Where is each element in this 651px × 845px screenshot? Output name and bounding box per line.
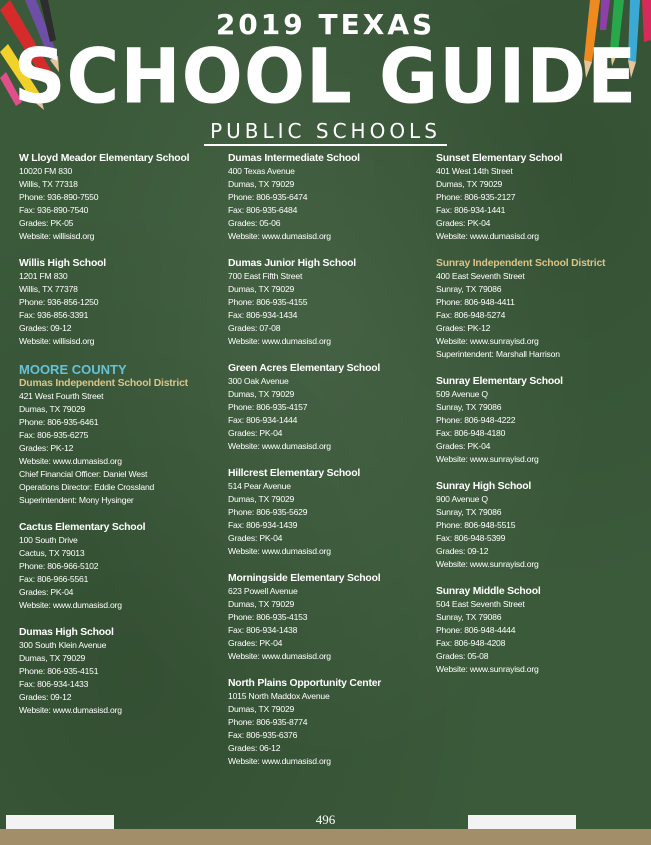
school-phone: Phone: 806-935-4153 [228, 612, 308, 622]
district-website: Website: www.dumasisd.org [19, 456, 122, 466]
school-name: Dumas Intermediate School [228, 153, 360, 164]
school-phone: Phone: 806-935-4151 [19, 666, 99, 676]
guide-year-title: 2019 TEXAS [215, 8, 436, 41]
school-address: 504 East Seventh Street [436, 599, 525, 609]
school-fax: Fax: 806-934-1439 [228, 520, 298, 530]
school-city: Willis, TX 77318 [19, 179, 78, 189]
school-website: Website: www.sunrayisd.org [436, 664, 539, 674]
school-grades: Grades: 09-12 [19, 323, 72, 333]
school-column-2 [228, 152, 428, 782]
district-phone: Phone: 806-948-4411 [436, 297, 515, 307]
school-name: Hillcrest Elementary School [228, 468, 361, 479]
district-grades: Grades: PK-12 [19, 443, 74, 453]
school-name: Willis High School [19, 258, 106, 269]
school-entry [228, 572, 428, 663]
school-entry [228, 152, 428, 243]
school-fax: Fax: 806-935-6484 [228, 205, 298, 215]
school-fax: Fax: 806-934-1433 [19, 679, 89, 689]
district-entry [436, 257, 636, 361]
school-website: Website: www.dumasisd.org [228, 756, 331, 766]
school-grades: Grades: PK-04 [228, 638, 283, 648]
school-name: Dumas Junior High School [228, 258, 356, 269]
school-name: Sunray Middle School [436, 586, 541, 597]
school-address: 300 South Klein Avenue [19, 640, 107, 650]
school-grades: Grades: PK-04 [436, 441, 491, 451]
district-address: 400 East Seventh Street [436, 271, 525, 281]
school-address: 900 Avenue Q [436, 494, 488, 504]
school-website: Website: willisisd.org [19, 231, 95, 241]
school-name: Morningside Elementary School [228, 573, 381, 584]
school-grades: Grades: 09-12 [19, 692, 72, 702]
school-name: Sunray High School [436, 481, 532, 492]
school-city: Sunray, TX 79086 [436, 507, 502, 517]
school-fax: Fax: 806-934-1438 [228, 625, 298, 635]
school-phone: Phone: 806-948-4444 [436, 625, 516, 635]
school-website: Website: www.sunrayisd.org [436, 454, 539, 464]
school-entry [19, 521, 219, 612]
school-entry [19, 152, 219, 243]
school-website: Website: www.dumasisd.org [228, 546, 331, 556]
school-city: Dumas, TX 79029 [436, 179, 503, 189]
section-subtitle-text: PUBLIC SCHOOLS [204, 119, 447, 146]
school-address: 100 South Drive [19, 535, 78, 545]
school-phone: Phone: 806-935-8774 [228, 717, 308, 727]
school-name: Sunset Elementary School [436, 153, 563, 164]
school-address: 300 Oak Avenue [228, 376, 289, 386]
school-fax: Fax: 806-948-4180 [436, 428, 506, 438]
district-city: Sunray, TX 79086 [436, 284, 502, 294]
school-address: 1015 North Maddox Avenue [228, 691, 330, 701]
school-name: Cactus Elementary School [19, 522, 146, 533]
district-phone: Phone: 806-935-6461 [19, 417, 99, 427]
school-entry [228, 467, 428, 558]
school-name: Green Acres Elementary School [228, 363, 381, 374]
school-website: Website: willisisd.org [19, 336, 95, 346]
school-phone: Phone: 806-948-4222 [436, 415, 516, 425]
school-entry [228, 362, 428, 453]
school-city: Dumas, TX 79029 [228, 599, 295, 609]
school-website: Website: www.dumasisd.org [19, 600, 122, 610]
school-phone: Phone: 806-935-5629 [228, 507, 308, 517]
school-address: 400 Texas Avenue [228, 166, 295, 176]
school-fax: Fax: 806-934-1441 [436, 205, 506, 215]
district-website: Website: www.sunrayisd.org [436, 336, 539, 346]
school-website: Website: www.dumasisd.org [228, 441, 331, 451]
school-phone: Phone: 806-935-4155 [228, 297, 308, 307]
school-entry [436, 585, 636, 676]
school-fax: Fax: 806-934-1444 [228, 415, 298, 425]
school-city: Dumas, TX 79029 [228, 179, 295, 189]
district-city: Dumas, TX 79029 [19, 404, 86, 414]
school-phone: Phone: 806-966-5102 [19, 561, 99, 571]
school-entry [436, 375, 636, 466]
district-name: Dumas Independent School District [19, 378, 188, 389]
school-website: Website: www.dumasisd.org [436, 231, 539, 241]
school-city: Cactus, TX 79013 [19, 548, 85, 558]
school-website: Website: www.dumasisd.org [19, 705, 122, 715]
school-phone: Phone: 936-856-1250 [19, 297, 99, 307]
school-grades: Grades: PK-04 [228, 533, 283, 543]
school-city: Dumas, TX 79029 [228, 494, 295, 504]
section-subtitle [0, 119, 651, 146]
school-phone: Phone: 806-948-5515 [436, 520, 516, 530]
school-grades: Grades: PK-04 [19, 587, 74, 597]
school-entry [19, 257, 219, 348]
school-entry [436, 480, 636, 571]
school-name: Dumas High School [19, 627, 114, 638]
district-entry [19, 362, 219, 507]
school-address: 509 Avenue Q [436, 389, 488, 399]
school-name: Sunray Elementary School [436, 376, 563, 387]
district-address: 421 West Fourth Street [19, 391, 104, 401]
guide-main-title: SCHOOL GUIDE [13, 31, 638, 121]
school-address: 1201 FM 830 [19, 271, 68, 281]
school-grades: Grades: 06-12 [228, 743, 281, 753]
school-city: Willis, TX 77378 [19, 284, 78, 294]
school-website: Website: www.dumasisd.org [228, 231, 331, 241]
district-fax: Fax: 806-935-6275 [19, 430, 89, 440]
school-fax: Fax: 806-934-1434 [228, 310, 298, 320]
school-entry [436, 152, 636, 243]
school-phone: Phone: 806-935-2127 [436, 192, 516, 202]
school-entry [228, 677, 428, 768]
district-fax: Fax: 806-948-5274 [436, 310, 506, 320]
district-operations-director: Operations Director: Eddie Crossland [19, 482, 155, 492]
school-grades: Grades: PK-04 [436, 218, 491, 228]
school-address: 10020 FM 830 [19, 166, 73, 176]
school-fax: Fax: 936-856-3391 [19, 310, 89, 320]
school-phone: Phone: 936-890-7550 [19, 192, 99, 202]
district-name: Sunray Independent School District [436, 258, 606, 269]
school-website: Website: www.sunrayisd.org [436, 559, 539, 569]
school-fax: Fax: 806-948-5399 [436, 533, 506, 543]
school-phone: Phone: 806-935-4157 [228, 402, 308, 412]
school-column-1 [19, 152, 219, 731]
school-grades: Grades: 05-08 [436, 651, 489, 661]
page-number: 496 [315, 812, 336, 827]
school-address: 514 Pear Avenue [228, 481, 291, 491]
school-grades: Grades: PK-05 [19, 218, 74, 228]
school-city: Dumas, TX 79029 [228, 704, 295, 714]
school-address: 700 East Fifth Street [228, 271, 303, 281]
school-fax: Fax: 806-966-5561 [19, 574, 89, 584]
chalkboard-ledge [0, 829, 651, 845]
school-entry [19, 626, 219, 717]
school-city: Dumas, TX 79029 [19, 653, 86, 663]
school-fax: Fax: 806-935-6376 [228, 730, 298, 740]
school-column-3 [436, 152, 636, 690]
district-superintendent: Superintendent: Marshall Harrison [436, 349, 560, 359]
school-city: Dumas, TX 79029 [228, 284, 295, 294]
school-name: North Plains Opportunity Center [228, 678, 382, 689]
school-website: Website: www.dumasisd.org [228, 651, 331, 661]
school-address: 623 Powell Avenue [228, 586, 298, 596]
district-superintendent: Superintendent: Mony Hysinger [19, 495, 134, 505]
county-heading: MOORE COUNTY [19, 362, 127, 377]
school-grades: Grades: PK-04 [228, 428, 283, 438]
school-phone: Phone: 806-935-6474 [228, 192, 308, 202]
school-grades: Grades: 05-06 [228, 218, 281, 228]
school-city: Sunray, TX 79086 [436, 402, 502, 412]
school-grades: Grades: 07-08 [228, 323, 281, 333]
school-entry [228, 257, 428, 348]
school-grades: Grades: 09-12 [436, 546, 489, 556]
school-city: Sunray, TX 79086 [436, 612, 502, 622]
school-fax: Fax: 806-948-4208 [436, 638, 506, 648]
district-cfo: Chief Financial Officer: Daniel West [19, 469, 148, 479]
school-city: Dumas, TX 79029 [228, 389, 295, 399]
school-fax: Fax: 936-890-7540 [19, 205, 89, 215]
school-name: W Lloyd Meador Elementary School [19, 153, 190, 164]
school-website: Website: www.dumasisd.org [228, 336, 331, 346]
school-address: 401 West 14th Street [436, 166, 513, 176]
district-grades: Grades: PK-12 [436, 323, 491, 333]
